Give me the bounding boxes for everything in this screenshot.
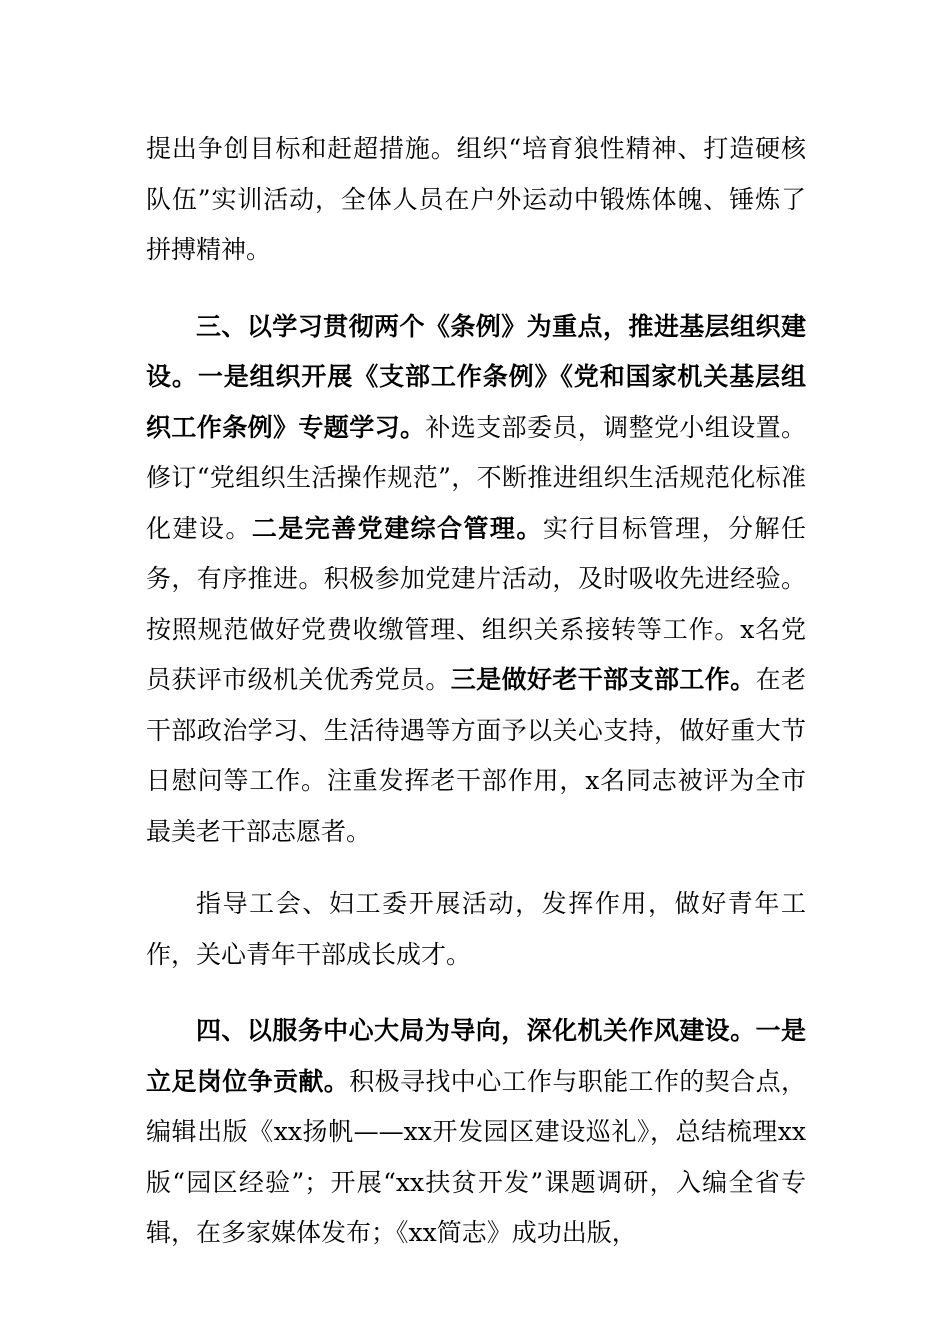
- document-page: [146, 124, 806, 1259]
- item-heading-two: 二是完善党建综合管理。: [251, 513, 543, 543]
- paragraph-union-work: [146, 879, 806, 980]
- paragraph-text: 指导工会、妇工委开展活动，发挥作用，做好青年工作，关心青年干部成长成才。: [146, 889, 806, 969]
- section-heading-three: 三、以学习贯彻两个《条例》为重点，推进基层组织建设。: [146, 311, 806, 391]
- paragraph-text: 积极寻找中心工作与职能工作的契合点，编辑出版《xx扬帆——xx开发园区建设巡礼》，总结梳理xx版“园区经验”；开展“xx扶贫开发”课题调研，入编全省专辑，在多家媒体发布；《xx简志》成功出版，: [146, 1066, 806, 1247]
- paragraph-section-four: [146, 1006, 806, 1259]
- paragraph-continuation: [146, 124, 806, 276]
- item-heading-three: 三是做好老干部支部工作。: [450, 665, 756, 694]
- paragraph-text: 在老干部政治学习、生活待遇等方面予以关心支持，做好重大节日慰问等工作。注重发挥老干部作用，x名同志被评为全市最美老干部志愿者。: [146, 665, 806, 846]
- item-heading-one: 一是立足岗位争贡献。: [146, 1016, 806, 1096]
- paragraph-text: 补选支部委员，调整党小组设置。修订“党组织生活操作规范”，不断推进组织生活规范化标准化建设。: [146, 412, 806, 543]
- paragraph-text: 提出争创目标和赶超措施。组织“培育狼性精神、打造硬核队伍”实训活动，全体人员在户外运动中锻炼体魄、锤炼了拼搏精神。: [146, 134, 806, 264]
- section-heading-four: 四、以服务中心大局为导向，深化机关作风建设。: [196, 1016, 756, 1045]
- item-heading-one: 一是组织开展《支部工作条例》《党和国家机关基层组织工作条例》专题学习。: [146, 362, 806, 442]
- paragraph-section-three: [146, 302, 806, 858]
- paragraph-text: 实行目标管理，分解任务，有序推进。积极参加党建片活动，及时吸收先进经验。按照规范做好党费收缴管理、组织关系接转等工作。x名党员获评市级机关优秀党员。: [146, 513, 806, 694]
